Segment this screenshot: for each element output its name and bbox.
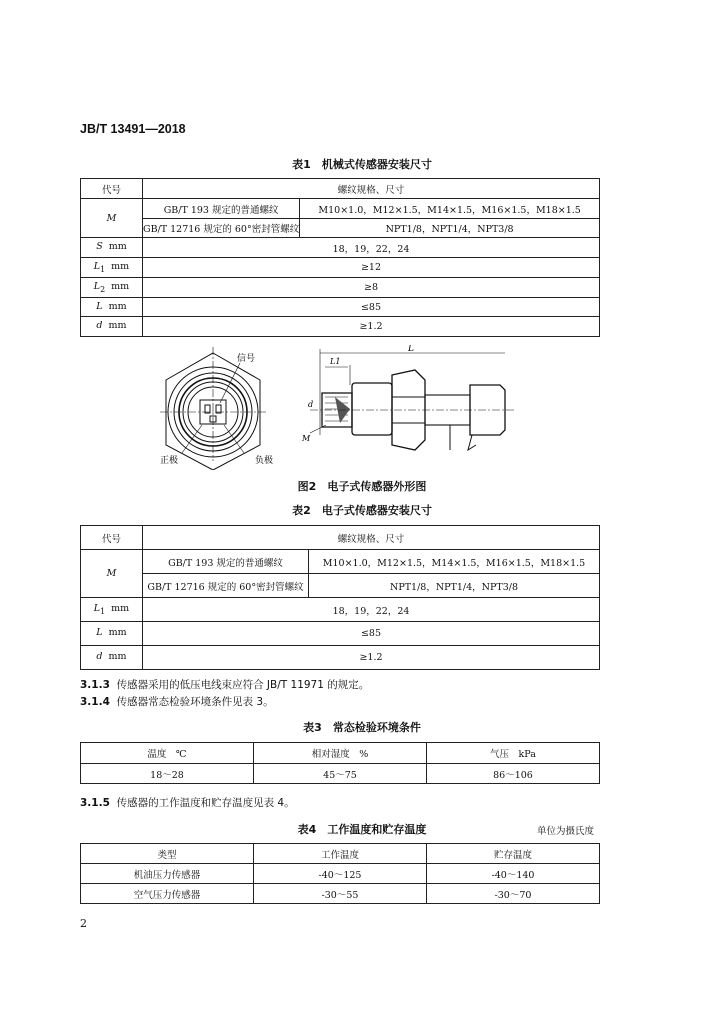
table-row — [81, 298, 600, 317]
table-row — [81, 864, 600, 884]
table-row — [81, 884, 600, 904]
symbol-cell: $L_2$ mm — [81, 278, 143, 298]
table2 — [80, 525, 600, 670]
table-row — [81, 317, 600, 337]
table-row — [81, 574, 600, 598]
thread-value-cell: NPT1/8，NPT1/4，NPT3/8 — [300, 219, 600, 238]
thread-standard-cell: GB/T 12716 规定的 60°密封管螺纹 — [143, 219, 300, 238]
value-cell: ≤85 — [143, 622, 600, 646]
clause-3-1-5: 3.1.5 传感器的工作温度和贮存温度见表 4。 — [80, 797, 295, 809]
type-cell: 机油压力传感器 — [81, 864, 254, 884]
value-cell: 86～106 — [427, 764, 600, 784]
standard-number: JB/T 13491—2018 — [80, 122, 186, 136]
figure2-caption: 图2 电子式传感器外形图 — [297, 480, 427, 493]
table3-caption: 表3 常态检验环境条件 — [303, 721, 421, 734]
positive-label: 正极 — [160, 456, 179, 466]
table-header-row — [81, 743, 600, 764]
thread-value-cell: M10×1.0，M12×1.5，M14×1.5，M16×1.5，M18×1.5 — [300, 199, 600, 219]
table-row — [81, 199, 600, 219]
table-row — [81, 258, 600, 278]
l1-label: L1 — [330, 357, 341, 366]
value-cell: -30～55 — [254, 884, 427, 904]
symbol-cell: L mm — [81, 622, 143, 646]
table-row — [81, 646, 600, 670]
d-label: d — [308, 400, 314, 409]
value-cell: -40～125 — [254, 864, 427, 884]
table-row — [81, 622, 600, 646]
thread-standard-cell: GB/T 193 规定的普通螺纹 — [143, 550, 309, 574]
table-header-row — [81, 179, 600, 199]
col-header-humidity: 相对湿度 % — [254, 743, 427, 764]
page-number: 2 — [80, 917, 87, 930]
symbol-cell: $L_1$ mm — [81, 258, 143, 278]
clause-3-1-3: 3.1.3 传感器采用的低压电线束应符合 JB/T 11971 的规定。 — [80, 679, 370, 691]
col-header-type: 类型 — [81, 844, 254, 864]
type-cell: 空气压力传感器 — [81, 884, 254, 904]
value-cell: -40～140 — [427, 864, 600, 884]
symbol-cell: L mm — [81, 298, 143, 317]
negative-label: 负极 — [255, 456, 274, 466]
thread-value-cell: M10×1.0，M12×1.5，M14×1.5，M16×1.5，M18×1.5 — [309, 550, 600, 574]
symbol-cell: S mm — [81, 238, 143, 258]
table-row — [81, 238, 600, 258]
table-row — [81, 598, 600, 622]
value-cell: ≥8 — [143, 278, 600, 298]
table1 — [80, 178, 600, 337]
value-cell: 18～28 — [81, 764, 254, 784]
thread-value-cell: NPT1/8，NPT1/4，NPT3/8 — [309, 574, 600, 598]
symbol-cell: d mm — [81, 317, 143, 337]
table-header-row — [81, 844, 600, 864]
symbol-cell: $L_1$ mm — [81, 598, 143, 622]
value-cell: ≥1.2 — [143, 317, 600, 337]
signal-label: 信号 — [237, 354, 256, 364]
thread-standard-cell: GB/T 193 规定的普通螺纹 — [143, 199, 300, 219]
value-cell: 18，19，22，24 — [143, 238, 600, 258]
clause-3-1-4: 3.1.4 传感器常态检验环境条件见表 3。 — [80, 696, 274, 708]
table-row — [81, 278, 600, 298]
col-header-spec: 螺纹规格、尺寸 — [143, 179, 600, 199]
col-header-temperature: 温度 ℃ — [81, 743, 254, 764]
value-cell: -30～70 — [427, 884, 600, 904]
table-row — [81, 764, 600, 784]
value-cell: ≥1.2 — [143, 646, 600, 670]
unit-note: 单位为摄氏度 — [537, 826, 595, 837]
col-header-operating-temp: 工作温度 — [254, 844, 427, 864]
value-cell: ≥12 — [143, 258, 600, 278]
col-header-code: 代号 — [81, 179, 143, 199]
table4 — [80, 843, 600, 904]
thread-standard-cell: GB/T 12716 规定的 60°密封管螺纹 — [143, 574, 309, 598]
table-row — [81, 219, 600, 238]
length-label: L — [408, 345, 414, 354]
table-header-row — [81, 526, 600, 550]
symbol-cell: M — [81, 550, 143, 598]
sensor-outline-figure — [150, 345, 530, 470]
symbol-cell: d mm — [81, 646, 143, 670]
col-header-pressure: 气压 kPa — [427, 743, 600, 764]
table3 — [80, 742, 600, 784]
value-cell: ≤85 — [143, 298, 600, 317]
table-row — [81, 550, 600, 574]
table1-caption: 表1 机械式传感器安装尺寸 — [292, 158, 432, 171]
table2-caption: 表2 电子式传感器安装尺寸 — [292, 504, 432, 517]
col-header-code: 代号 — [81, 526, 143, 550]
value-cell: 18，19，22，24 — [143, 598, 600, 622]
col-header-storage-temp: 贮存温度 — [427, 844, 600, 864]
symbol-cell: M — [81, 199, 143, 238]
m-label: M — [302, 434, 311, 443]
table4-caption: 表4 工作温度和贮存温度 — [297, 823, 427, 836]
col-header-spec: 螺纹规格、尺寸 — [143, 526, 600, 550]
value-cell: 45～75 — [254, 764, 427, 784]
